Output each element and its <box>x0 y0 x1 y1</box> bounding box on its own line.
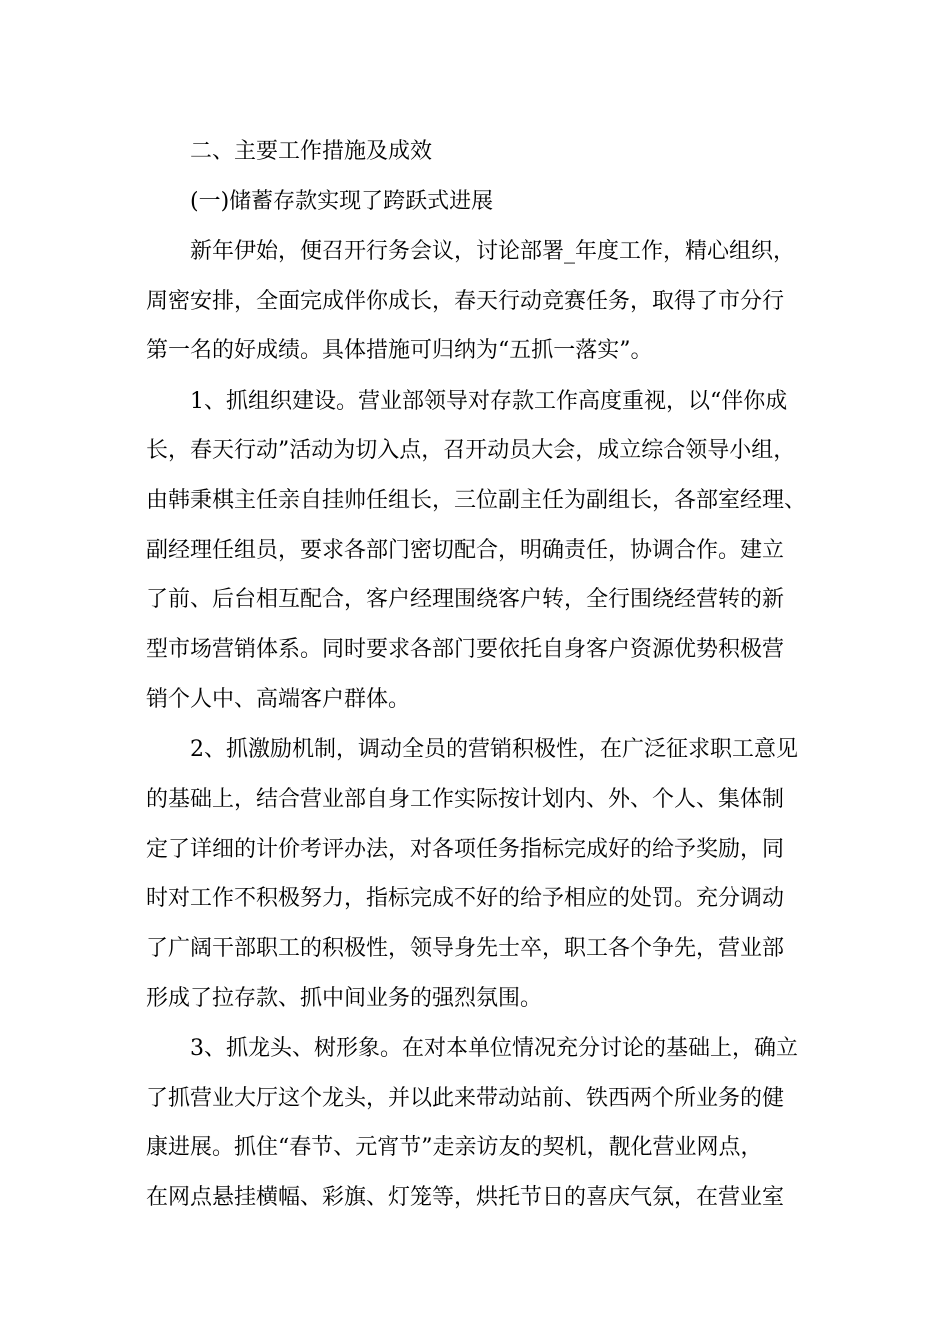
paragraph-line: 第一名的好成绩。具体措施可归纳为“五抓一落实”。 <box>146 338 653 363</box>
paragraph-line: 了广阔干部职工的积极性，领导身先士卒，职工各个争先，营业部 <box>146 936 785 961</box>
paragraph-line: 1、抓组织建设。营业部领导对存款工作高度重视，以“伴你成 <box>190 389 788 414</box>
paragraph-line: 销个人中、高端客户群体。 <box>146 687 411 712</box>
paragraph-line: 的基础上，结合营业部自身工作实际按计划内、外、个人、集体制 <box>146 787 785 812</box>
paragraph-line: 了抓营业大厅这个龙头，并以此来带动站前、铁西两个所业务的健 <box>146 1086 785 1111</box>
section-heading: 二、主要工作措施及成效 <box>190 139 433 164</box>
subsection-heading: (一)储蓄存款实现了跨跃式进展 <box>190 189 494 214</box>
paragraph-line: 定了详细的计价考评办法，对各项任务指标完成好的给予奖励，同 <box>146 837 785 862</box>
paragraph-line: 在网点悬挂横幅、彩旗、灯笼等，烘托节日的喜庆气氛，在营业室 <box>146 1185 785 1210</box>
paragraph-line: 由韩秉棋主任亲自挂帅任组长，三位副主任为副组长，各部室经理、 <box>146 488 807 513</box>
paragraph-line: 3、抓龙头、树形象。在对本单位情况充分讨论的基础上，确立 <box>190 1036 798 1061</box>
paragraph-line: 长，春天行动”活动为切入点，召开动员大会，成立综合领导小组， <box>146 438 796 463</box>
paragraph-line: 2、抓激励机制，调动全员的营销积极性，在广泛征求职工意见 <box>190 737 798 762</box>
paragraph-line: 型市场营销体系。同时要求各部门要依托自身客户资源优势积极营 <box>146 637 785 662</box>
paragraph-line: 周密安排，全面完成伴你成长，春天行动竞赛任务，取得了市分行 <box>146 289 785 314</box>
paragraph-line: 了前、后台相互配合，客户经理围绕客户转，全行围绕经营转的新 <box>146 587 785 612</box>
paragraph-line: 时对工作不积极努力，指标完成不好的给予相应的处罚。充分调动 <box>146 886 785 911</box>
paragraph-line: 新年伊始，便召开行务会议，讨论部署_年度工作，精心组织， <box>190 239 796 264</box>
paragraph-line: 形成了拉存款、抓中间业务的强烈氛围。 <box>146 986 543 1011</box>
paragraph-line: 副经理任组员，要求各部门密切配合，明确责任，协调合作。建立 <box>146 538 785 563</box>
paragraph-line: 康进展。抓住“春节、元宵节”走亲访友的契机，靓化营业网点， <box>146 1135 763 1160</box>
